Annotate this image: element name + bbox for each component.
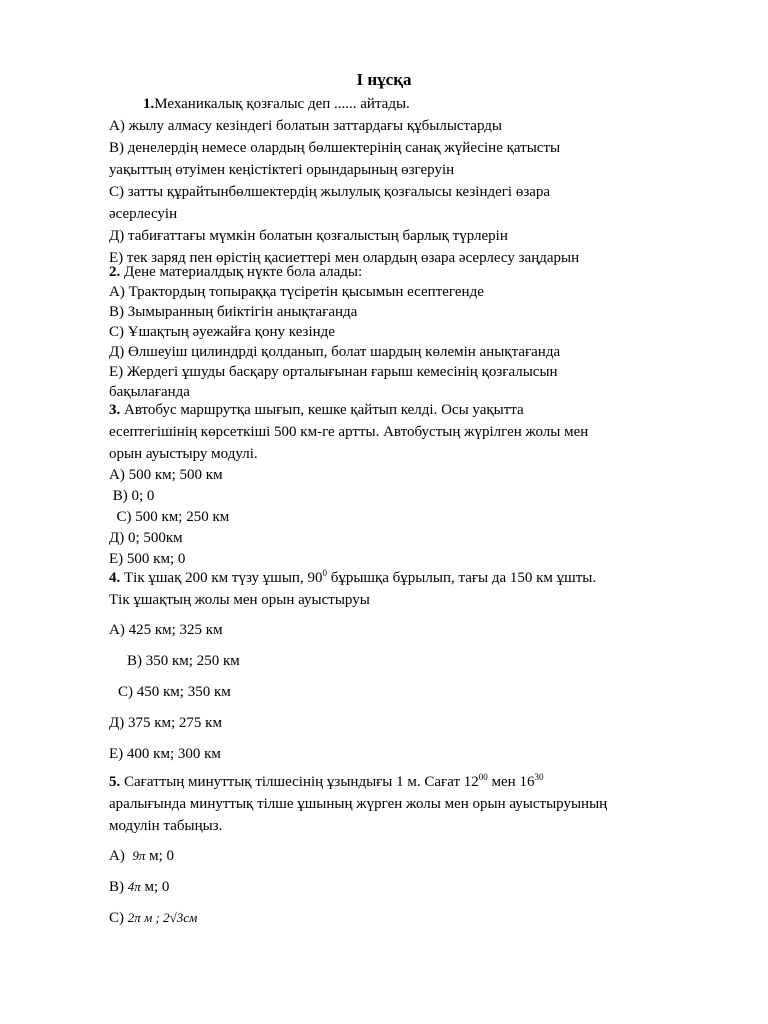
option-b: В) 350 км; 250 км: [127, 653, 240, 669]
option-c: С) 450 км; 350 км: [118, 684, 231, 700]
option-d: Д) 0; 500км: [109, 530, 183, 546]
option-a: А) 500 км; 500 км: [109, 467, 223, 483]
option-b: В) 4π м; 0: [109, 879, 170, 895]
option-c: С) 500 км; 250 км: [109, 509, 230, 525]
option-e-cont: бақылағанда: [109, 384, 190, 400]
option-e: Е) 400 км; 300 км: [109, 746, 221, 762]
question-3-text-3: орын ауыстыру модулі.: [109, 446, 258, 462]
question-3: [109, 400, 709, 569]
option-b: В) Зымыранның биіктігін анықтағанда: [109, 304, 358, 320]
question-1: [109, 94, 709, 268]
option-c: С) Ұшақтың әуежайға қону кезінде: [109, 324, 335, 340]
question-5-text: 5. Сағаттың минуттық тілшесінің ұзындығы 1 м. Сағат $12^{00}$ мен $16^{30}$: [109, 772, 544, 790]
question-3-text-2: есептегішінің көрсеткіші 500 км-ге артты. Автобустың жүрілген жолы мен: [109, 424, 589, 440]
question-5-text-2: аралығында минуттық тілше ұшының жүрген жолы мен орын ауыстыруының: [109, 796, 608, 812]
question-1-text: 1.Механикалық қозғалыс деп ...... айтады.: [143, 96, 410, 112]
math-formula: 9π: [132, 848, 146, 863]
question-5: [109, 772, 709, 928]
math-formula: 2π м ; 2√3см: [127, 910, 198, 925]
option-e: Е) Жердегі ұшуды басқару орталығынан ғарыш кемесінің қозғалысын: [109, 364, 558, 380]
question-4-text: 4. Тік ұшақ 200 км түзу ұшып, $90^0$ бұрышқа бұрылып, тағы да 150 км ұшты.: [109, 568, 597, 586]
question-3-text: 3. Автобус маршрутқа шығып, кешке қайтып келді. Осы уақытта: [109, 402, 524, 418]
math-formula: 4π: [127, 879, 141, 894]
option-a: А) 9π м; 0: [109, 848, 175, 864]
option-a: А) Трактордың топыраққа түсіретін қысымын есептегенде: [109, 284, 484, 300]
option-a: А) 425 км; 325 км: [109, 622, 223, 638]
variant-title: I нұсқа: [356, 70, 412, 89]
option-c-cont: әсерлесуін: [109, 206, 178, 222]
option-c: С) затты құрайтынбөлшектердің жылулық қозғалысы кезіндегі өзара: [109, 184, 551, 200]
option-e: Е) тек заряд пен өрістің қасиеттері мен олардың өзара әсерлесу заңдарын: [109, 250, 580, 266]
question-2: [109, 262, 709, 402]
option-a: А) жылу алмасу кезіндегі болатын заттардағы құбылыстарды: [109, 118, 502, 134]
option-d: Д) 375 км; 275 км: [109, 715, 222, 731]
question-4-text-2: Тік ұшақтың жолы мен орын ауыстыруы: [109, 592, 370, 608]
option-c: С) 2π м ; 2√3см: [109, 910, 198, 926]
question-5-text-3: модулін табыңыз.: [109, 818, 223, 834]
option-d: Д) табиғаттағы мүмкін болатын қозғалыстың барлық түрлерін: [109, 228, 508, 244]
option-b: В) 0; 0: [109, 488, 155, 504]
option-e: Е) 500 км; 0: [109, 551, 186, 567]
option-b-cont: уақыттың өтуімен кеңістіктегі орындарының өзгеруін: [109, 162, 455, 178]
question-2-text: 2. Дене материалдық нүкте бола алады:: [109, 264, 363, 280]
question-4: [109, 568, 709, 764]
option-d: Д) Өлшеуіш цилиндрді қолданып, болат шардың көлемін анықтағанда: [109, 344, 561, 360]
option-b: В) денелердің немесе олардың бөлшектерінің санақ жүйесіне қатысты: [109, 140, 561, 156]
